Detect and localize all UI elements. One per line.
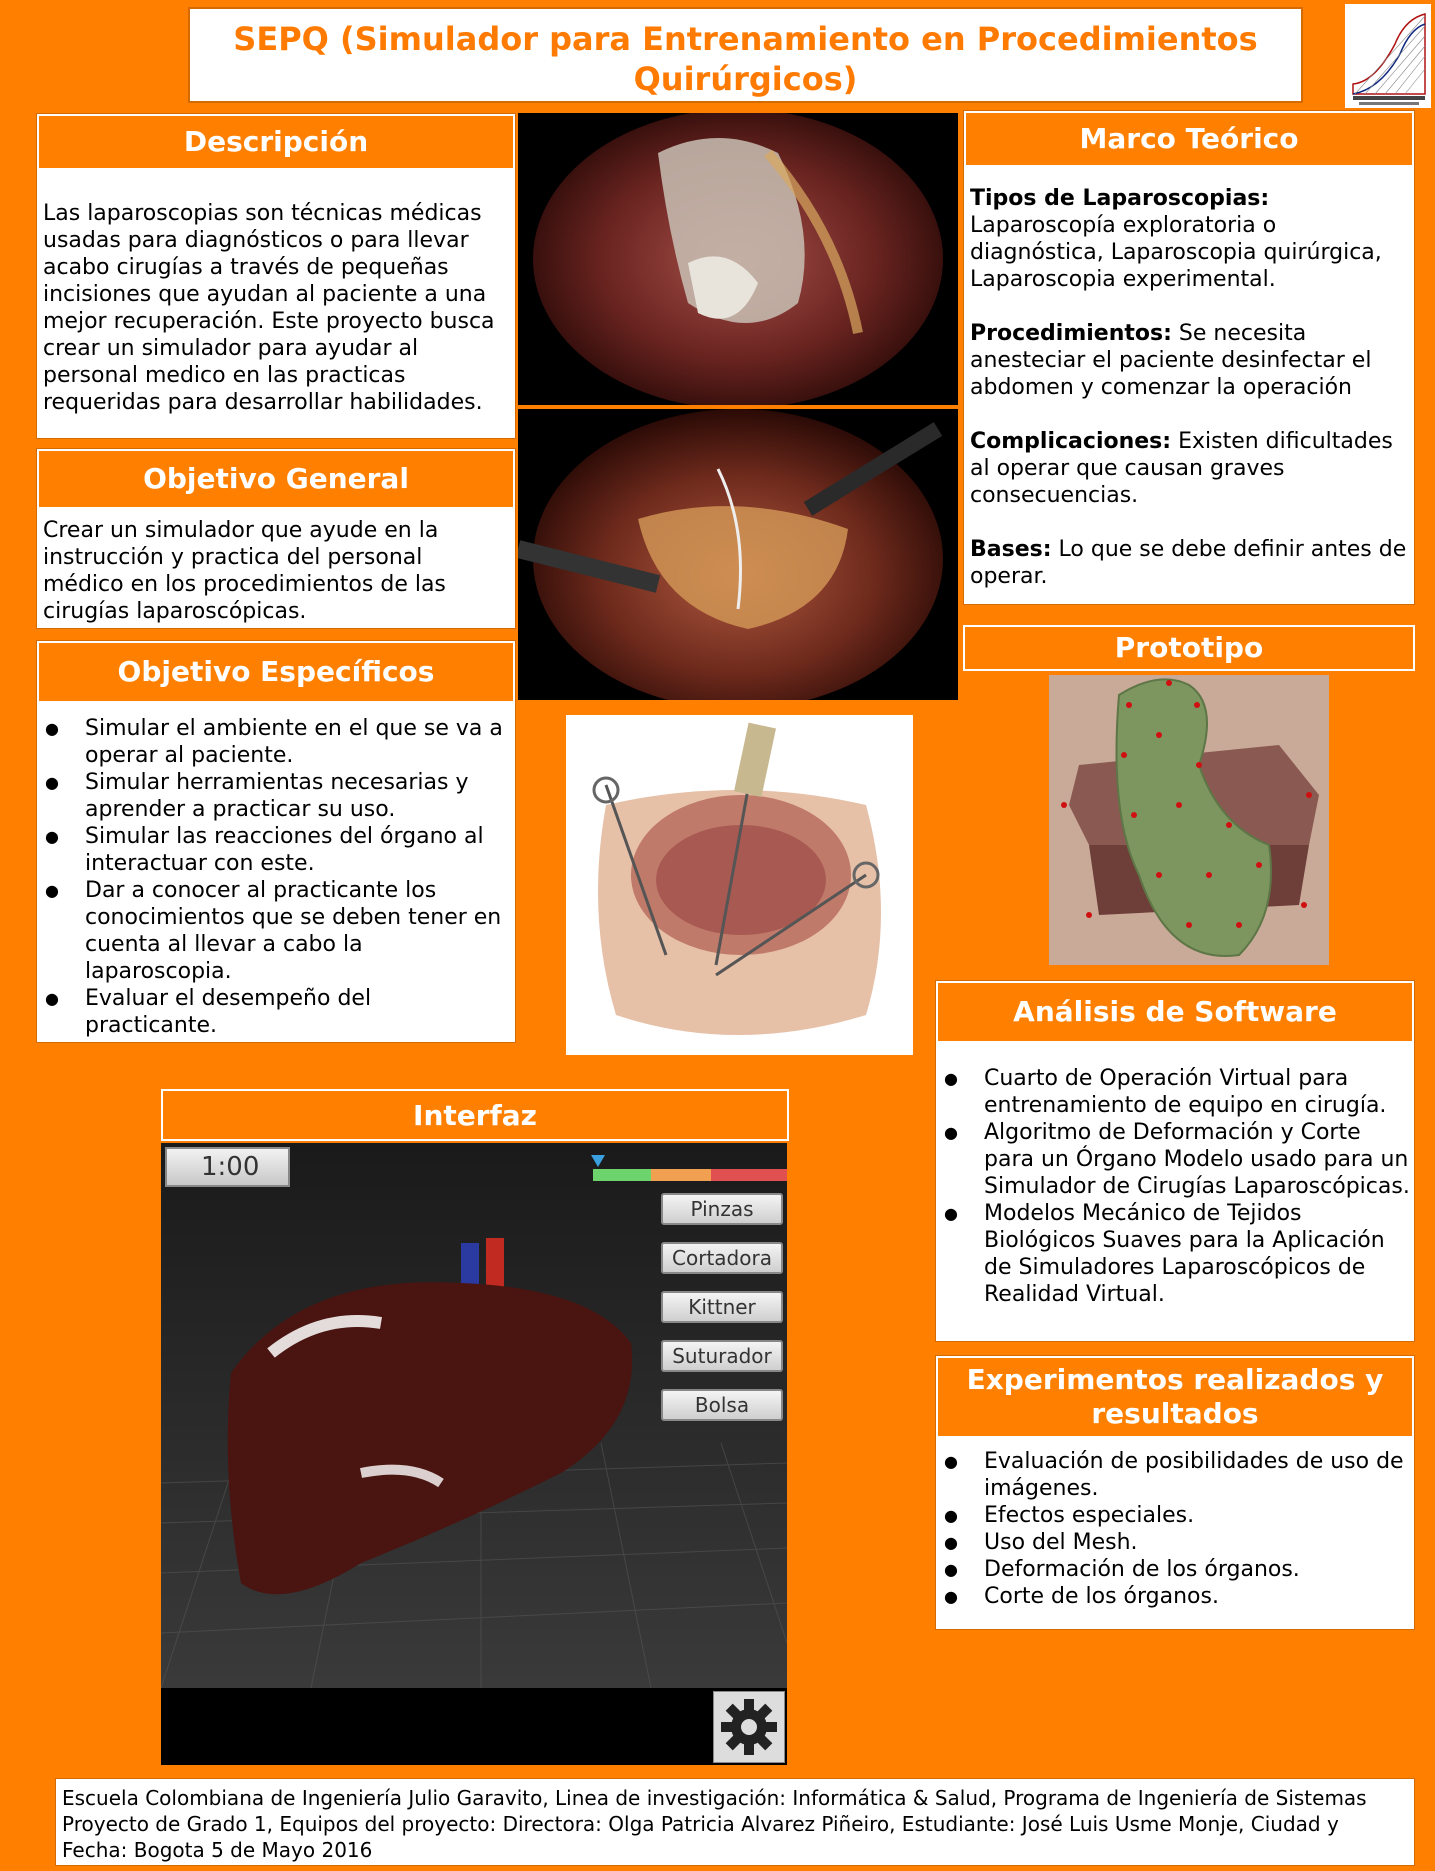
list-item: ● Deformación de los órganos. xyxy=(984,1556,1410,1583)
analisis-list xyxy=(936,1065,1410,1308)
university-logo xyxy=(1345,4,1431,108)
descripcion-heading: Descripción xyxy=(37,114,515,170)
pinzas-button[interactable]: Pinzas xyxy=(661,1193,783,1225)
experimentos-heading: Experimentos realizados y resultados xyxy=(936,1356,1414,1438)
laparoscopy-image-1 xyxy=(518,113,958,405)
list-item: ● Algoritmo de Deformación y Corte para un Órgano Modelo usado para un Simulador de Cirugías Laparoscópicas. xyxy=(984,1119,1410,1200)
title-box xyxy=(188,7,1303,103)
marco-teorico-text xyxy=(970,185,1410,617)
marco-teorico-box xyxy=(963,110,1415,605)
poster-title: SEPQ (Simulador para Entrenamiento en Procedimientos Quirúrgicos) xyxy=(233,20,1258,98)
objetivo-general-box xyxy=(36,448,516,629)
gear-icon[interactable] xyxy=(713,1691,785,1763)
analisis-box xyxy=(935,980,1415,1342)
marco-teorico-heading: Marco Teórico xyxy=(964,111,1414,167)
bolsa-button[interactable]: Bolsa xyxy=(661,1389,783,1421)
objetivo-especificos-heading: Objetivo Específicos xyxy=(37,641,515,703)
list-item: ● Evaluación de posibilidades de uso de imágenes. xyxy=(984,1448,1410,1502)
marco-section-complicaciones: Complicaciones: Existen dificultades al operar que causan graves consecuencias. xyxy=(970,429,1393,508)
objetivo-especificos-list xyxy=(37,715,507,1039)
experimentos-box xyxy=(935,1355,1415,1630)
objetivo-especificos-box xyxy=(36,640,516,1043)
list-item: ● Efectos especiales. xyxy=(984,1502,1410,1529)
cortadora-button[interactable]: Cortadora xyxy=(661,1242,783,1274)
list-item: ● Dar a conocer al practicante los conocimientos que se deben tener en cuenta al llevar a cabo la laparoscopia. xyxy=(85,877,507,985)
list-item: ● Simular herramientas necesarias y aprender a practicar su uso. xyxy=(85,769,507,823)
list-item: ● Cuarto de Operación Virtual para entrenamiento de equipo en cirugía. xyxy=(984,1065,1410,1119)
timer-display: 1:00 xyxy=(165,1147,290,1187)
laparoscopy-image-2 xyxy=(518,409,958,700)
list-item: ● Evaluar el desempeño del practicante. xyxy=(85,985,507,1039)
objetivo-general-text: Crear un simulador que ayude en la instrucción y practica del personal médico en los procedimientos de las cirugías laparoscópicas. xyxy=(43,518,446,624)
suturador-button[interactable]: Suturador xyxy=(661,1340,783,1372)
interfaz-screenshot xyxy=(161,1143,787,1765)
footer-text: Escuela Colombiana de Ingeniería Julio Garavito, Linea de investigación: Informática & Salud, Programa de Ingeniería de Sistemas Proyecto de Grado 1, Equipos del proyecto: Directora: Olga Patricia Alvarez Piñeiro, Estudiante: José Luis Usme Monje, Ciudad y Fecha: Bogota 5 de Mayo 2016 xyxy=(62,1786,1367,1862)
interfaz-heading: Interfaz xyxy=(413,1099,537,1132)
footer-box xyxy=(55,1778,1415,1866)
marco-section-tipos: Tipos de Laparoscopias: Laparoscopía exploratoria o diagnóstica, Laparoscopia quirúrgica, Laparoscopia experimental. xyxy=(970,186,1382,292)
list-item: ● Modelos Mecánico de Tejidos Biológicos Suaves para la Aplicación de Simuladores Laparoscópicos de Realidad Virtual. xyxy=(984,1200,1410,1308)
prototipo-heading: Prototipo xyxy=(963,625,1415,671)
surgery-illustration xyxy=(566,715,913,1055)
marco-section-bases: Bases: Lo que se debe definir antes de operar. xyxy=(970,537,1407,589)
analisis-heading: Análisis de Software xyxy=(936,981,1414,1043)
list-item: ● Uso del Mesh. xyxy=(984,1529,1410,1556)
prototipo-image xyxy=(1049,675,1329,965)
marco-section-procedimientos: Procedimientos: Se necesita anesteciar el paciente desinfectar el abdomen y comenzar la operación xyxy=(970,321,1372,400)
descripcion-box xyxy=(36,113,516,439)
list-item: ● Simular el ambiente en el que se va a operar al paciente. xyxy=(85,715,507,769)
kittner-button[interactable]: Kittner xyxy=(661,1291,783,1323)
interfaz-heading-box xyxy=(161,1089,789,1141)
experimentos-list xyxy=(936,1448,1410,1610)
descripcion-text: Las laparoscopias son técnicas médicas usadas para diagnósticos o para llevar acabo cirugías a través de pequeñas incisiones que ayudan al paciente a una mejor recuperación. Este proyecto busca crear un simulador para ayudar al personal medico en las practicas requeridas para desarrollar habilidades. xyxy=(43,201,495,415)
list-item: ● Corte de los órganos. xyxy=(984,1583,1410,1610)
list-item: ● Simular las reacciones del órgano al interactuar con este. xyxy=(85,823,507,877)
objetivo-general-heading: Objetivo General xyxy=(37,449,515,509)
